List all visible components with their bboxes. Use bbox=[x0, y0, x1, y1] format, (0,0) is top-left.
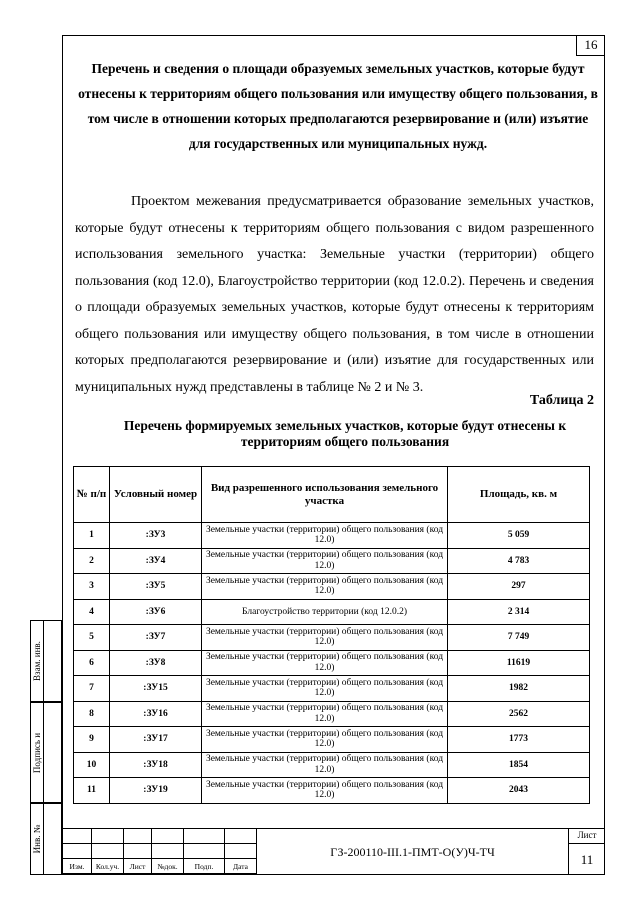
row-number: 10 bbox=[74, 752, 110, 778]
row-area: 5 059 bbox=[448, 523, 590, 549]
row-use: Земельные участки (территории) общего пользования (код 12.0) bbox=[202, 574, 448, 600]
row-number: 9 bbox=[74, 727, 110, 753]
parcels-table bbox=[73, 466, 590, 804]
table-row bbox=[74, 548, 590, 574]
table-row bbox=[74, 523, 590, 549]
row-id: :ЗУ19 bbox=[110, 778, 202, 804]
table-caption: Перечень формируемых земельных участков, которые будут отнесены к территориям общего пользования bbox=[123, 418, 567, 449]
row-id: :ЗУ17 bbox=[110, 727, 202, 753]
row-number: 3 bbox=[74, 574, 110, 600]
table-row bbox=[74, 701, 590, 727]
row-use: Земельные участки (территории) общего пользования (код 12.0) bbox=[202, 625, 448, 651]
stamp-col-izm: Изм. bbox=[63, 859, 92, 874]
row-number: 11 bbox=[74, 778, 110, 804]
page-number-top: 16 bbox=[576, 35, 605, 56]
title-block-grid bbox=[62, 828, 257, 874]
row-area: 2562 bbox=[448, 701, 590, 727]
row-area: 2 314 bbox=[448, 599, 590, 625]
row-area: 1773 bbox=[448, 727, 590, 753]
row-use: Земельные участки (территории) общего пользования (код 12.0) bbox=[202, 548, 448, 574]
row-number: 5 bbox=[74, 625, 110, 651]
table-row bbox=[74, 625, 590, 651]
header-id: Условный номер bbox=[110, 467, 202, 523]
table-body bbox=[74, 523, 590, 804]
row-use: Земельные участки (территории) общего пользования (код 12.0) bbox=[202, 727, 448, 753]
row-use: Земельные участки (территории) общего пользования (код 12.0) bbox=[202, 752, 448, 778]
row-number: 1 bbox=[74, 523, 110, 549]
row-area: 1854 bbox=[448, 752, 590, 778]
row-id: :ЗУ4 bbox=[110, 548, 202, 574]
row-area: 297 bbox=[448, 574, 590, 600]
stamp-inv bbox=[30, 803, 62, 875]
table-row bbox=[74, 727, 590, 753]
document-code: ГЗ-200110-III.1-ПМТ-О(У)Ч-ТЧ bbox=[256, 828, 568, 875]
row-area: 2043 bbox=[448, 778, 590, 804]
stamp-podpis bbox=[30, 702, 62, 803]
sheet-box bbox=[568, 828, 605, 875]
row-id: :ЗУ7 bbox=[110, 625, 202, 651]
table-row bbox=[74, 778, 590, 804]
header-use: Вид разрешенного использования земельного участка bbox=[202, 467, 448, 523]
row-id: :ЗУ6 bbox=[110, 599, 202, 625]
stamp-vzam-inv bbox=[30, 620, 62, 702]
row-id: :ЗУ8 bbox=[110, 650, 202, 676]
section-heading: Перечень и сведения о площади образуемых земельных участков, которые будут отнесены к территориям общего пользования или имуществу общего пользования, в том числе в отношении которых предполагаются резервирование и (или) изъятие для государственных или муниципальных нужд. bbox=[78, 61, 598, 151]
label-podpis: Подпись и bbox=[32, 732, 42, 773]
table-row bbox=[74, 574, 590, 600]
stamp-col-data: Дата bbox=[225, 859, 257, 874]
row-id: :ЗУ18 bbox=[110, 752, 202, 778]
row-number: 8 bbox=[74, 701, 110, 727]
row-use: Земельные участки (территории) общего пользования (код 12.0) bbox=[202, 778, 448, 804]
header-number: № п/п bbox=[74, 467, 110, 523]
table-row bbox=[74, 752, 590, 778]
row-use: Земельные участки (территории) общего пользования (код 12.0) bbox=[202, 701, 448, 727]
table-label: Таблица 2 bbox=[529, 393, 594, 408]
header-area: Площадь, кв. м bbox=[448, 467, 590, 523]
row-use: Земельные участки (территории) общего пользования (код 12.0) bbox=[202, 676, 448, 702]
table-row bbox=[74, 599, 590, 625]
row-id: :ЗУ15 bbox=[110, 676, 202, 702]
row-use: Земельные участки (территории) общего пользования (код 12.0) bbox=[202, 650, 448, 676]
row-use: Земельные участки (территории) общего пользования (код 12.0) bbox=[202, 523, 448, 549]
body-paragraph: Проектом межевания предусматривается образование земельных участков, которые будут отнесены к территориям общего пользования с видом разрешенного использования земельного участка: Земельные участки (территории) общего пользования (код 12.0), Благоустройство территории (код 12.0.2). Перечень и сведения о площади образуемых земельных участков, которые будут отнесены к территориям общего пользования или имуществу общего пользования, в том числе в отношении которых предполагаются резервирование и (или) изъятие для государственных или муниципальных нужд представлены в таблице № 2 и № 3. bbox=[75, 194, 594, 395]
row-number: 7 bbox=[74, 676, 110, 702]
table-row bbox=[74, 676, 590, 702]
label-inv: Инв. № bbox=[32, 824, 42, 854]
label-vzam-inv: Взам. инв. bbox=[32, 641, 42, 681]
row-area: 11619 bbox=[448, 650, 590, 676]
sheet-label: Лист bbox=[569, 829, 605, 844]
table-row bbox=[74, 650, 590, 676]
stamp-col-list: Лист bbox=[124, 859, 152, 874]
row-area: 4 783 bbox=[448, 548, 590, 574]
row-area: 1982 bbox=[448, 676, 590, 702]
row-number: 2 bbox=[74, 548, 110, 574]
stamp-col-kol: Кол.уч. bbox=[92, 859, 124, 874]
table-header-row bbox=[74, 467, 590, 523]
stamp-col-doc: №док. bbox=[152, 859, 184, 874]
row-id: :ЗУ5 bbox=[110, 574, 202, 600]
row-number: 4 bbox=[74, 599, 110, 625]
row-area: 7 749 bbox=[448, 625, 590, 651]
stamp-col-podp: Подп. bbox=[184, 859, 225, 874]
row-id: :ЗУ3 bbox=[110, 523, 202, 549]
row-id: :ЗУ16 bbox=[110, 701, 202, 727]
sheet-number: 11 bbox=[580, 852, 594, 867]
row-use: Благоустройство территории (код 12.0.2) bbox=[202, 599, 448, 625]
row-number: 6 bbox=[74, 650, 110, 676]
